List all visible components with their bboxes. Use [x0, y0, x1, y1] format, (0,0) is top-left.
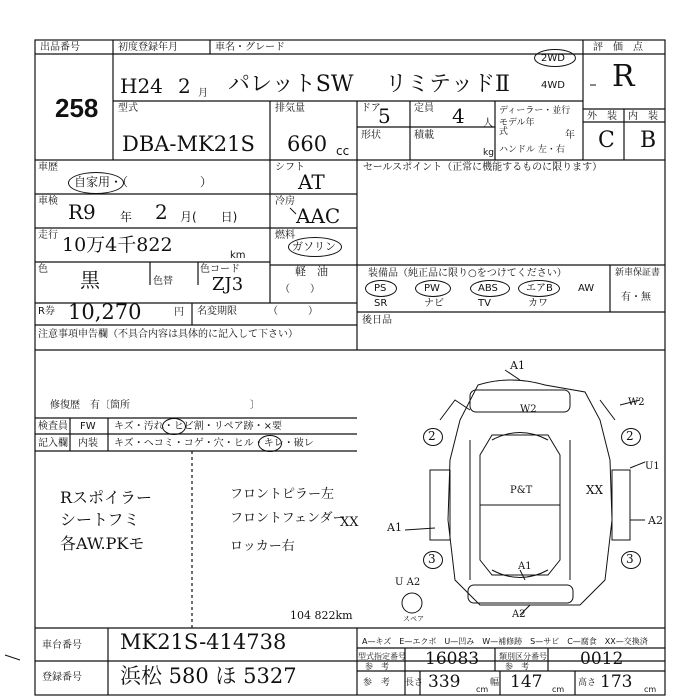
year-unit: 年 — [565, 130, 575, 141]
recycle-label: R券 — [38, 306, 55, 317]
mark-3-right: 3 — [626, 552, 634, 566]
mark-ua2: U A2 — [395, 577, 421, 588]
mark-2-right: 2 — [626, 429, 634, 443]
type-value: DBA-MK21S — [122, 132, 255, 156]
length-label: 長さ — [405, 678, 424, 688]
capacity-unit: 人 — [483, 118, 493, 129]
fuel-diesel: 軽 油 — [295, 265, 328, 278]
score-value: R — [612, 59, 635, 94]
note-right-3: ロッカー右 — [230, 539, 295, 554]
ac-label: 冷房 — [275, 196, 295, 207]
warranty-label: 新車保証書 — [615, 268, 661, 278]
mileage-label: 走行 — [38, 230, 58, 241]
equip-ps: PS — [374, 283, 387, 294]
reg-label: 登録番号 — [42, 672, 82, 683]
first-reg-month-unit: 月 — [198, 88, 208, 99]
sales-point-label: セールスポイント（正常に機能するものに限ります） — [363, 162, 603, 173]
color-label: 色 — [38, 264, 48, 275]
color-code-label: 色コード — [200, 264, 240, 275]
note-line-2: シートフミ — [60, 510, 140, 529]
fuel-gasoline: ガソリン — [292, 240, 336, 253]
ac-value: AAC — [296, 204, 341, 228]
aftermarket-label: 後日品 — [362, 315, 392, 326]
reg-value: 浜松 580 ほ 5327 — [120, 664, 297, 688]
history-label: 車歴 — [38, 162, 58, 173]
fw-label: FW — [80, 421, 96, 432]
height-value: 173 — [600, 672, 633, 692]
displacement-label: 排気量 — [275, 103, 305, 114]
displacement-value: 660 — [287, 132, 328, 156]
fuel-label: 燃料 — [275, 230, 295, 241]
inspector-label: 検査員 — [38, 421, 68, 432]
recycle-unit: 円 — [174, 307, 184, 318]
history-value: 自家用・（ ） — [74, 175, 213, 189]
equip-navi: ナビ — [424, 298, 444, 309]
note-right-1: フロントピラー左 — [230, 487, 335, 502]
exterior-grade: C — [598, 128, 615, 153]
type-label: 型式 — [118, 103, 138, 114]
mark-w2-hood: W2 — [520, 404, 537, 415]
doors-label: ドア — [361, 103, 381, 114]
dealer-label: ディーラー・並行 — [499, 106, 571, 116]
car-name: パレットSW — [228, 72, 354, 97]
class-label: 類別区分番号 — [499, 652, 547, 661]
mark-3-left: 3 — [428, 552, 436, 566]
height-unit: cm — [644, 685, 657, 694]
capacity-value: 4 — [452, 104, 465, 128]
first-reg-month: 2 — [178, 74, 191, 98]
mark-a1-bottom: A1 — [518, 561, 532, 572]
equip-abs: ABS — [478, 283, 498, 294]
legend: A—キズ E—エクボ U—凹み W—補修跡 S—サビ C—腐食 XX—交換済 — [362, 637, 648, 646]
warranty-value: 有・無 — [621, 292, 651, 303]
inspection-month: 2 — [155, 200, 168, 224]
interior-grade-label: 内 装 — [628, 111, 658, 122]
mark-a1-top: A1 — [510, 359, 525, 372]
repair-label: 修復歴 有〔箇所 〕 — [50, 400, 260, 411]
hole-circle — [258, 435, 282, 452]
lot-label: 出品番号 — [40, 42, 80, 53]
drive-2wd: 2WD — [541, 53, 565, 64]
ref-label-2: 参 考 — [505, 662, 529, 671]
drive-4wd: 4WD — [541, 80, 565, 91]
height-label: 高さ — [578, 678, 597, 688]
interior-row-label: 内装 — [78, 438, 98, 449]
model-year-label: モデル年式 — [499, 118, 535, 137]
note-line-1: Rスポイラー — [60, 488, 153, 507]
inspection-month-unit: 月( 日) — [180, 210, 238, 224]
spare-label: スペア — [403, 615, 424, 623]
interior-grade: B — [640, 128, 657, 153]
note-line-3: 各AW.PKモ — [60, 534, 145, 553]
mark-a2-bottom: A2 — [512, 609, 526, 620]
load-unit: kg — [483, 148, 494, 158]
length-value: 339 — [428, 672, 461, 692]
width-value: 147 — [510, 672, 543, 692]
mileage-value: 10万4千822 — [62, 234, 173, 256]
shape-label: 形状 — [361, 130, 381, 141]
name-change-value: （ ） — [268, 306, 318, 317]
equip-aw: AW — [578, 283, 595, 294]
load-label: 積載 — [414, 130, 434, 141]
notes-label: 注意事項申告欄（不具合内容は具体的に記入して下さい） — [38, 329, 298, 340]
mark-xx: XX — [586, 483, 604, 497]
note-right-2: フロントフェンダー — [230, 511, 346, 526]
shift-label: シフト — [275, 162, 305, 173]
color-code-value: ZJ3 — [212, 274, 244, 295]
equip-airbag: エアB — [526, 283, 553, 294]
length-unit: cm — [476, 685, 489, 694]
capacity-label: 定員 — [414, 103, 434, 114]
inspection-year: R9 — [68, 200, 96, 224]
grade: リミテッドⅡ — [385, 72, 510, 97]
mileage-unit: km — [230, 250, 246, 261]
fuel-bracket: （ ） — [280, 284, 320, 295]
equip-label: 装備品（純正品に限り○をつけてください） — [368, 268, 567, 279]
ref-label-3: 参 考 — [363, 678, 391, 688]
chassis-label: 車台番号 — [42, 640, 82, 651]
width-label: 幅 — [490, 678, 500, 688]
dirt-circle — [162, 418, 186, 435]
mileage-note: 104 822km — [290, 609, 353, 622]
first-reg-year: H24 — [120, 74, 163, 98]
score-label: 評 価 点 — [593, 42, 643, 53]
doors-value: 5 — [378, 104, 391, 128]
mark-2-left: 2 — [428, 429, 436, 443]
mark-pt: P&T — [510, 485, 533, 496]
equip-tv: TV — [478, 298, 491, 309]
displacement-unit: cc — [336, 144, 350, 158]
equip-sr: SR — [374, 298, 388, 309]
recycle-value: 10,270 — [68, 300, 142, 324]
width-unit: cm — [552, 685, 565, 694]
color-value: 黒 — [80, 268, 100, 292]
equip-leather: カワ — [528, 298, 548, 309]
color-change-label: 色替 — [153, 276, 173, 287]
first-reg-label: 初度登録年月 — [118, 42, 178, 53]
chassis-value: MK21S-414738 — [120, 630, 287, 654]
record-label: 記入欄 — [38, 438, 68, 449]
handle-label: ハンドル 左・右 — [499, 145, 565, 155]
equip-pw: PW — [424, 283, 440, 294]
inspection-year-unit: 年 — [120, 210, 133, 224]
class-value: 0012 — [580, 649, 624, 669]
mark-w2-right: W2 — [628, 397, 645, 408]
exterior-label: 外 装 — [587, 111, 617, 122]
name-change-label: 名変期限 — [197, 306, 237, 317]
model-name-label: 車名・グレード — [215, 42, 285, 53]
note-xx-mark: XX — [340, 515, 359, 530]
defect-row2: キズ・ヘコミ・コゲ・穴・ヒル・キレ・破レ — [114, 438, 314, 449]
defect-row1: キズ・汚れ・ヒビ割・リペア跡・×要 — [114, 421, 282, 432]
type-cert-value: 16083 — [425, 649, 480, 669]
inspection-label: 車検 — [38, 196, 58, 207]
type-cert-label: 型式指定番号 — [358, 652, 406, 661]
mark-u1: U1 — [645, 461, 660, 472]
ref-label-1: 参 考 — [365, 662, 389, 671]
mark-a1-left: A1 — [387, 521, 402, 534]
lot-number: 258 — [55, 93, 99, 123]
shift-value: AT — [298, 170, 325, 194]
mark-a2-right: A2 — [648, 514, 663, 527]
